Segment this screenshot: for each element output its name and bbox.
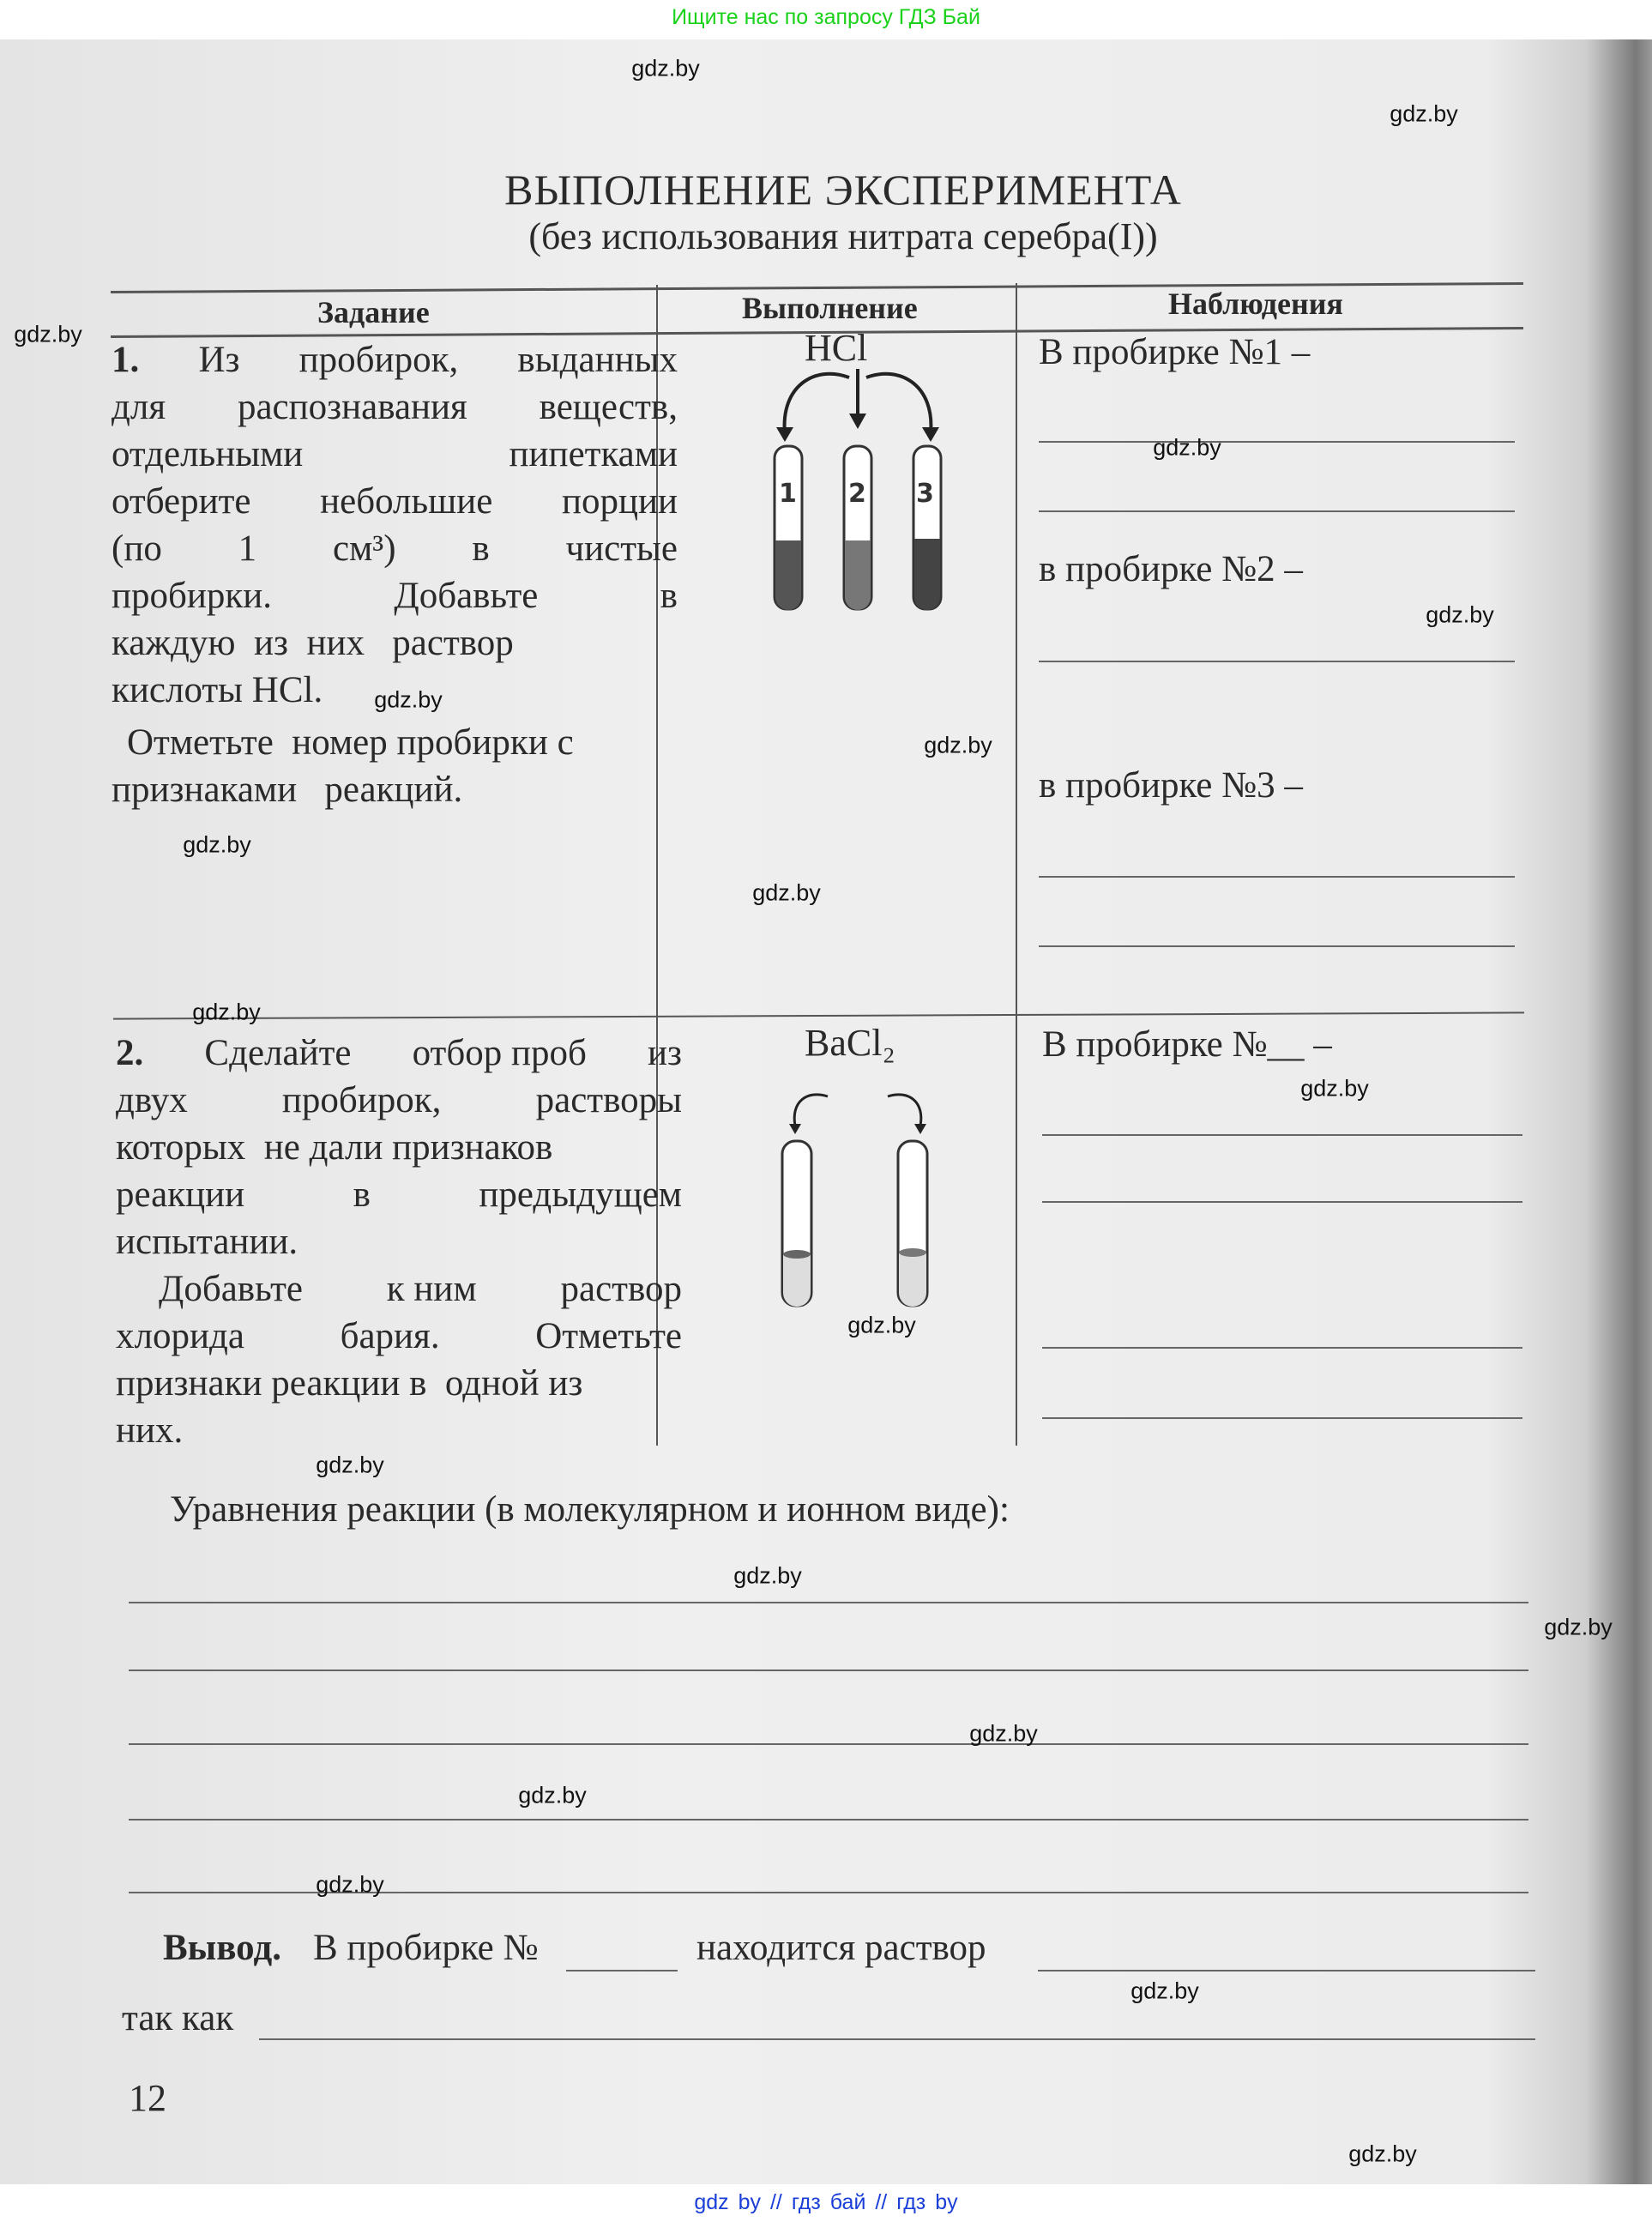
obs-selected-tube: В пробирке №__ – — [1042, 1024, 1332, 1065]
text-span: которых не дали признаков — [116, 1127, 553, 1168]
watermark: gdz.by — [316, 1871, 384, 1898]
watermark: gdz.by — [847, 1312, 916, 1338]
watermark: gdz.by — [1426, 601, 1494, 628]
text-span: (по — [112, 528, 162, 569]
text-span: хлорида — [116, 1316, 244, 1356]
text-span: веществ, — [539, 387, 678, 427]
equations-label: Уравнения реакции (в молекулярном и ионном виде): — [170, 1489, 1010, 1530]
text-span: отдельными — [112, 434, 304, 474]
text-span: 1 — [238, 528, 257, 569]
text-span: бария. — [340, 1316, 440, 1356]
text-span: пипетками — [509, 434, 678, 474]
text-span: каждую из них раствор — [112, 623, 514, 663]
watermark: gdz.by — [969, 1720, 1038, 1747]
reagent-hcl: HCl — [805, 327, 868, 369]
text-span: них. — [116, 1410, 184, 1451]
task-number: 1. — [112, 340, 140, 380]
test-tube-1 — [775, 446, 802, 610]
text-span: небольшие — [320, 481, 493, 522]
tube-label: 1 — [779, 479, 797, 509]
text-span: Добавьте — [159, 1269, 303, 1309]
test-tube-2 — [844, 446, 871, 610]
text-span: кислоты HCl. — [112, 670, 323, 710]
text-span: Сделайте — [204, 1033, 352, 1073]
watermark: gdz.by — [183, 831, 251, 858]
watermark: gdz.by — [1300, 1075, 1369, 1102]
watermark: gdz.by — [1348, 2140, 1417, 2167]
watermark: gdz.by — [752, 879, 821, 906]
watermark: gdz.by — [192, 999, 261, 1025]
equation-line[interactable] — [129, 1670, 1528, 1671]
header-observations: Наблюдения — [1168, 287, 1343, 321]
task-1-text — [112, 336, 678, 813]
text-span: распознавания — [237, 387, 467, 427]
text-span: отбор проб — [412, 1033, 587, 1073]
page-subtitle: (без использования нитрата серебра(I)) — [528, 215, 1158, 257]
text-span: пробирок, — [281, 1080, 442, 1120]
watermark: gdz.by — [518, 1782, 587, 1808]
text-span: в — [472, 528, 490, 569]
equation-line[interactable] — [129, 1602, 1528, 1603]
equation-line[interactable] — [129, 1819, 1528, 1820]
watermark: gdz.by — [14, 321, 82, 347]
answer-line[interactable] — [1042, 1417, 1522, 1419]
text-span: Из — [198, 340, 240, 380]
text-span: признаки реакции в одной из — [116, 1363, 583, 1404]
watermark: gdz.by — [1153, 434, 1221, 461]
text-span: реакции — [116, 1174, 245, 1215]
text-span: отберите — [112, 481, 251, 522]
watermark: gdz.by — [1130, 1977, 1199, 2004]
reagent-bacl2: BaCl₂ — [805, 1022, 895, 1064]
equation-line[interactable] — [129, 1743, 1528, 1745]
text-span: Отметьте номер пробирки с — [127, 722, 574, 763]
because-label: так как — [122, 1998, 234, 2038]
page-title: ВЫПОЛНЕНИЕ ЭКСПЕРИМЕНТА — [504, 166, 1182, 214]
conclusion-text-2: находится раствор — [696, 1928, 986, 1968]
search-banner[interactable]: Ищите нас по запросу ГДЗ Бай — [672, 5, 980, 29]
header-task: Задание — [317, 295, 430, 329]
test-tube-3 — [913, 446, 941, 610]
solution-blank[interactable] — [1038, 1970, 1535, 1971]
text-span: выданных — [517, 340, 678, 380]
tube-number-blank[interactable] — [566, 1970, 678, 1971]
text-span: в — [353, 1174, 371, 1215]
answer-line[interactable] — [1042, 1201, 1522, 1203]
test-tubes-illustration-1 — [763, 369, 969, 618]
watermark: gdz.by — [631, 55, 700, 82]
watermark: gdz.by — [316, 1452, 384, 1478]
text-span: раствор — [560, 1269, 682, 1309]
conclusion-label: Вывод. — [163, 1928, 281, 1968]
text-span: растворы — [535, 1080, 682, 1120]
text-span: двух — [116, 1080, 188, 1120]
text-span: признаками реакций. — [112, 770, 463, 810]
watermark: gdz.by — [1390, 100, 1458, 127]
text-span: предыдущем — [479, 1174, 682, 1215]
text-span: в — [660, 576, 678, 616]
answer-line[interactable] — [1042, 1134, 1522, 1136]
watermark: gdz.by — [374, 686, 443, 713]
text-span: Добавьте — [394, 576, 539, 616]
test-tube-b — [898, 1141, 927, 1307]
answer-line[interactable] — [1042, 1347, 1522, 1349]
answer-line[interactable] — [1039, 876, 1515, 878]
column-divider — [1016, 283, 1017, 1446]
obs-tube-1: В пробирке №1 – — [1039, 332, 1311, 372]
text-span: порции — [561, 481, 678, 522]
because-line[interactable] — [259, 2038, 1535, 2040]
header-execution: Выполнение — [742, 291, 918, 325]
obs-tube-2: в пробирке №2 – — [1039, 549, 1303, 589]
watermark: gdz.by — [1544, 1614, 1613, 1640]
text-span: пробирок, — [298, 340, 459, 380]
page-number: 12 — [129, 2077, 166, 2119]
conclusion-text-1: В пробирке № — [313, 1928, 539, 1968]
watermark: gdz.by — [733, 1562, 802, 1589]
text-span: испытании. — [116, 1222, 298, 1262]
obs-tube-3: в пробирке №3 – — [1039, 765, 1303, 806]
text-span: чистые — [565, 528, 678, 569]
footer-links[interactable]: gdz by // гдз бай // гдз by — [694, 2190, 958, 2214]
answer-line[interactable] — [1039, 661, 1515, 662]
answer-line[interactable] — [1039, 945, 1515, 947]
arrow-icon — [794, 1095, 921, 1126]
tube-label: 3 — [916, 479, 934, 509]
text-span: из — [648, 1033, 682, 1073]
watermark: gdz.by — [924, 732, 992, 758]
test-tubes-illustration-2 — [772, 1090, 944, 1313]
answer-line[interactable] — [1039, 510, 1515, 512]
text-span: для — [112, 387, 166, 427]
text-span: пробирки. — [112, 576, 273, 616]
text-span: Отметьте — [535, 1316, 682, 1356]
answer-line[interactable] — [1039, 441, 1515, 443]
text-span: см³) — [333, 528, 396, 569]
text-span: к ним — [386, 1269, 477, 1309]
tube-label: 2 — [848, 479, 866, 509]
task-2-text — [116, 1029, 682, 1454]
task-number: 2. — [116, 1033, 144, 1073]
test-tube-a — [782, 1141, 811, 1307]
